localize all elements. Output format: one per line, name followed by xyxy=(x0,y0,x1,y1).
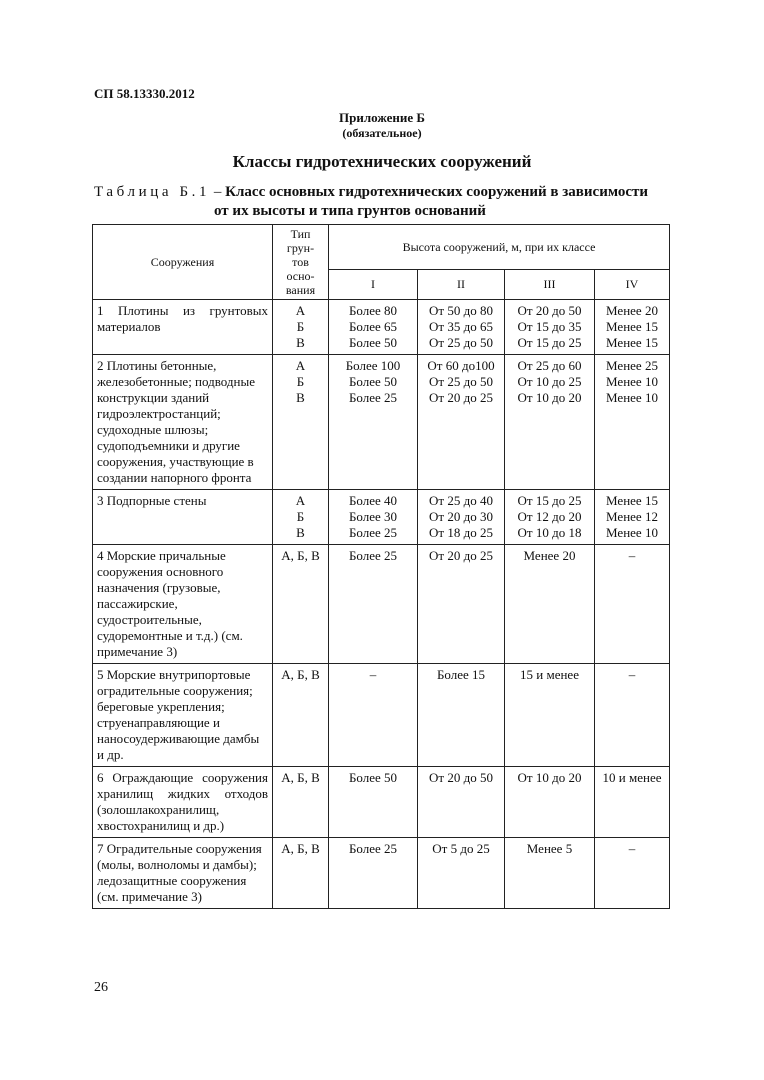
document-code: СП 58.13330.2012 xyxy=(94,86,195,101)
caption-text-line2: от их высоты и типа грунтов оснований xyxy=(214,203,486,219)
cell-soil-type: А, Б, В xyxy=(273,767,329,838)
table-row xyxy=(93,490,670,545)
cell-class-1: Более 100 Более 50 Более 25 xyxy=(329,355,418,490)
header-soil-type xyxy=(273,225,329,300)
cell-structure: 4 Морские причальные сооружения основного назначения (грузовые, пассажирские, судостроительные, судоремонтные и т.д.) (см. примечание 3) xyxy=(93,545,273,664)
cell-class-1: Более 25 xyxy=(329,545,418,664)
caption-dash: – xyxy=(210,184,226,200)
cell-soil-type: А, Б, В xyxy=(273,664,329,767)
table-body xyxy=(93,300,670,909)
cell-class-4: – xyxy=(595,545,670,664)
appendix-title: Приложение Б xyxy=(339,110,425,125)
cell-class-3: От 10 до 20 xyxy=(505,767,595,838)
cell-soil-type: А, Б, В xyxy=(273,838,329,909)
cell-class-3: Менее 20 xyxy=(505,545,595,664)
cell-class-2: От 25 до 40 От 20 до 30 От 18 до 25 xyxy=(418,490,505,545)
cell-class-1: – xyxy=(329,664,418,767)
table-header-row xyxy=(93,225,670,270)
cell-class-1: Более 25 xyxy=(329,838,418,909)
cell-class-4: 10 и менее xyxy=(595,767,670,838)
cell-class-4: Менее 15 Менее 12 Менее 10 xyxy=(595,490,670,545)
cell-class-4: – xyxy=(595,664,670,767)
cell-class-3: Менее 5 xyxy=(505,838,595,909)
cell-structure: 2 Плотины бетонные, железобетонные; подводные конструкции зданий гидроэлектростанций; судоходные шлюзы; судоподъемники и другие сооружения, участвующие в создании напорного фронта xyxy=(93,355,273,490)
table-label: Таблица Б.1 xyxy=(94,184,211,200)
cell-class-2: От 20 до 25 xyxy=(418,545,505,664)
cell-soil-type: А, Б, В xyxy=(273,545,329,664)
cell-structure: 6 Ограждающие сооружения хранилищ жидких отходов (золошлакохранилищ, хвостохранилищ и др.) xyxy=(93,767,273,838)
cell-structure: 3 Подпорные стены xyxy=(93,490,273,545)
cell-class-4: – xyxy=(595,838,670,909)
section-heading: Классы гидротехнических сооружений xyxy=(232,152,532,171)
cell-class-2: От 60 до100 От 25 до 50 От 20 до 25 xyxy=(418,355,505,490)
cell-structure: 1 Плотины из грунтовых материалов xyxy=(93,300,273,355)
cell-class-3: От 25 до 60 От 10 до 25 От 10 до 20 xyxy=(505,355,595,490)
page-number: 26 xyxy=(94,980,108,995)
cell-class-4: Менее 25 Менее 10 Менее 10 xyxy=(595,355,670,490)
table-row xyxy=(93,664,670,767)
cell-class-1: Более 80 Более 65 Более 50 xyxy=(329,300,418,355)
header-class-3: III xyxy=(505,269,595,299)
table-caption xyxy=(94,183,674,221)
table-row xyxy=(93,767,670,838)
table-row xyxy=(93,838,670,909)
cell-structure: 5 Морские внутрипортовые оградительные сооружения; береговые укрепления; струенаправляющие и наносоудерживающие дамбы и др. xyxy=(93,664,273,767)
table-row xyxy=(93,300,670,355)
cell-class-3: От 20 до 50 От 15 до 35 От 15 до 25 xyxy=(505,300,595,355)
cell-soil-type: А Б В xyxy=(273,300,329,355)
cell-class-3: От 15 до 25 От 12 до 20 От 10 до 18 xyxy=(505,490,595,545)
cell-soil-type: А Б В xyxy=(273,490,329,545)
header-class-1: I xyxy=(329,269,418,299)
cell-class-1: Более 40 Более 30 Более 25 xyxy=(329,490,418,545)
header-class-2: II xyxy=(418,269,505,299)
cell-class-3: 15 и менее xyxy=(505,664,595,767)
cell-class-4: Менее 20 Менее 15 Менее 15 xyxy=(595,300,670,355)
cell-class-2: Более 15 xyxy=(418,664,505,767)
header-height: Высота сооружений, м, при их классе xyxy=(329,225,670,270)
cell-class-2: От 20 до 50 xyxy=(418,767,505,838)
cell-class-2: От 5 до 25 xyxy=(418,838,505,909)
cell-structure: 7 Оградительные сооружения (молы, волноломы и дамбы); ледозащитные сооружения (см. примечание 3) xyxy=(93,838,273,909)
table-row xyxy=(93,355,670,490)
cell-class-2: От 50 до 80 От 35 до 65 От 25 до 50 xyxy=(418,300,505,355)
cell-soil-type: А Б В xyxy=(273,355,329,490)
caption-text-line1: Класс основных гидротехнических сооружений в зависимости xyxy=(225,184,649,200)
header-class-4: IV xyxy=(595,269,670,299)
header-structure: Сооружения xyxy=(93,225,273,300)
header-soil-type-text: Тип грун-тов осно-вания xyxy=(285,227,316,297)
classification-table xyxy=(92,224,670,909)
table-row xyxy=(93,545,670,664)
appendix-note: (обязательное) xyxy=(342,126,422,140)
cell-class-1: Более 50 xyxy=(329,767,418,838)
